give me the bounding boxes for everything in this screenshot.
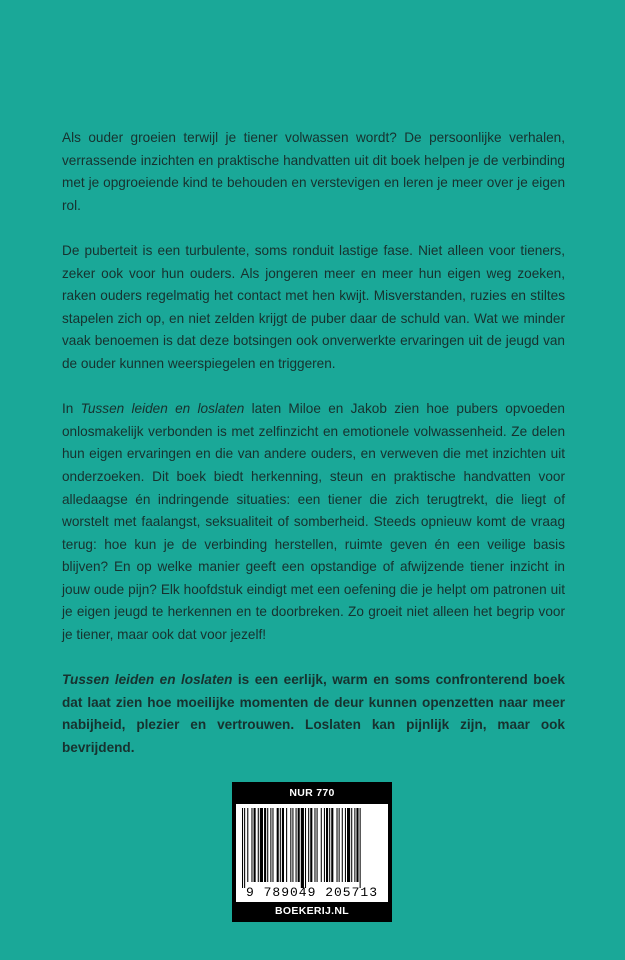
- barcode-bar: [345, 808, 346, 882]
- paragraph-intro: Als ouder groeien terwijl je tiener volwassen wordt? De persoonlijke verhalen, verrassende inzichten en praktische handvatten uit dit boek helpen je de verbinding met je opgroeiende kind te behouden en verstevigen en leren je meer over je eigen rol.: [62, 130, 565, 213]
- barcode-bar: [356, 808, 358, 882]
- barcode-bar: [329, 808, 330, 882]
- barcode-bar: [324, 808, 325, 882]
- barcode-bar: [314, 808, 315, 882]
- barcode-bar: [305, 808, 306, 888]
- barcode-bar: [277, 808, 279, 882]
- paragraph-book-description: [62, 398, 565, 647]
- barcode-bar: [282, 808, 284, 882]
- paragraph-prefix: In: [62, 401, 81, 417]
- publisher-url: BOEKERIJ.NL: [275, 905, 349, 917]
- barcode-bar: [244, 808, 245, 888]
- barcode-bar: [247, 808, 248, 882]
- barcode-bar: [342, 808, 343, 882]
- barcode-bar: [337, 808, 338, 882]
- barcode-bar: [298, 808, 300, 882]
- barcode-bar: [292, 808, 293, 882]
- nur-code: NUR 770: [289, 787, 335, 799]
- barcode-bar: [267, 808, 268, 882]
- barcode-bar: [260, 808, 263, 882]
- barcode-bar: [308, 808, 309, 882]
- barcode-bar: [251, 808, 252, 882]
- barcode-bar: [331, 808, 333, 882]
- barcode-bar: [301, 808, 304, 888]
- barcode-bar: [296, 808, 297, 882]
- barcode-bar: [272, 808, 273, 882]
- paragraph-puberteit: De puberteit is een turbulente, soms ronduit lastige fase. Niet alleen voor tieners, zeker ook voor hun ouders. Als jongeren meer en meer hun eigen weg zoeken, raken ouders regelmatig het contact met hen kwijt. Misverstanden, ruzies en stiltes stapelen zich op, en niet zelden krijgt de puber daar de schuld van. Wat we minder vaak benoemen is dat deze botsingen ook onverwerkte ervaringen uit de jeugd van de ouder kunnen weerspiegelen en triggeren.: [62, 242, 565, 371]
- barcode-bar: [326, 808, 328, 882]
- paragraph-closing: [62, 669, 565, 759]
- barcode-bar: [264, 808, 266, 882]
- barcode-bar: [351, 808, 352, 882]
- barcode-bar: [286, 808, 287, 882]
- paragraph-closing-body: is een eerlijk, warm en soms confronterend boek dat laat zien hoe moeilijke momenten de deur kunnen openzetten naar meer nabijheid, plezier en vertrouwen. Loslaten kan pijnlijk zijn, maar ook bevrijdend.: [62, 672, 565, 756]
- barcode-bar: [254, 808, 256, 882]
- paragraph-body: laten Miloe en Jakob zien hoe pubers opvoeden onlosmakelijk verbonden is met zelfinzicht en emotionele volwassenheid. Ze delen hun eigen ervaringen en die van andere ouders, en verweven die met inzichten uit onderzoeken. Dit boek biedt herkenning, steun en praktische handvatten voor alledaagse én indringende situaties: een tiener die zich terugtrekt, die liegt of worstelt met faalangst, seksualiteit of somberheid. Steeds opnieuw komt de vraag terug: hoe kun je de verbinding herstellen, ruimte geven én een veilige basis blijven? En op welke manier geeft een opstandige of afwijzende tiener inzicht in jouw oude pijn? Elk hoofdstuk eindigt met een oefening die je helpt om patronen uit je eigen jeugd te herkennen en te doorbreken. Zo groeit niet alleen het begrip voor je tiener, maar ook dat voor jezelf!: [62, 401, 565, 643]
- book-title-italic: Tussen leiden en loslaten: [80, 401, 245, 417]
- barcode-bar: [258, 808, 259, 882]
- barcode-area: [236, 804, 388, 902]
- isbn-number: 9 789049 205713: [245, 885, 379, 900]
- barcode-bar: [360, 808, 361, 888]
- barcode-bar: [317, 808, 318, 882]
- barcode-bar: [347, 808, 350, 882]
- back-cover-text: [62, 127, 565, 782]
- barcode-bar: [339, 808, 340, 882]
- barcode-bar: [242, 808, 243, 888]
- isbn-barcode-box: [232, 782, 392, 922]
- barcode-bar: [270, 808, 271, 882]
- barcode-bar: [354, 808, 355, 882]
- barcode-bar: [321, 808, 322, 882]
- barcode-bar: [310, 808, 312, 882]
- barcode-bar: [280, 808, 281, 882]
- barcode-bar: [290, 808, 291, 882]
- book-title-italic-bold: Tussen leiden en loslaten: [62, 672, 233, 688]
